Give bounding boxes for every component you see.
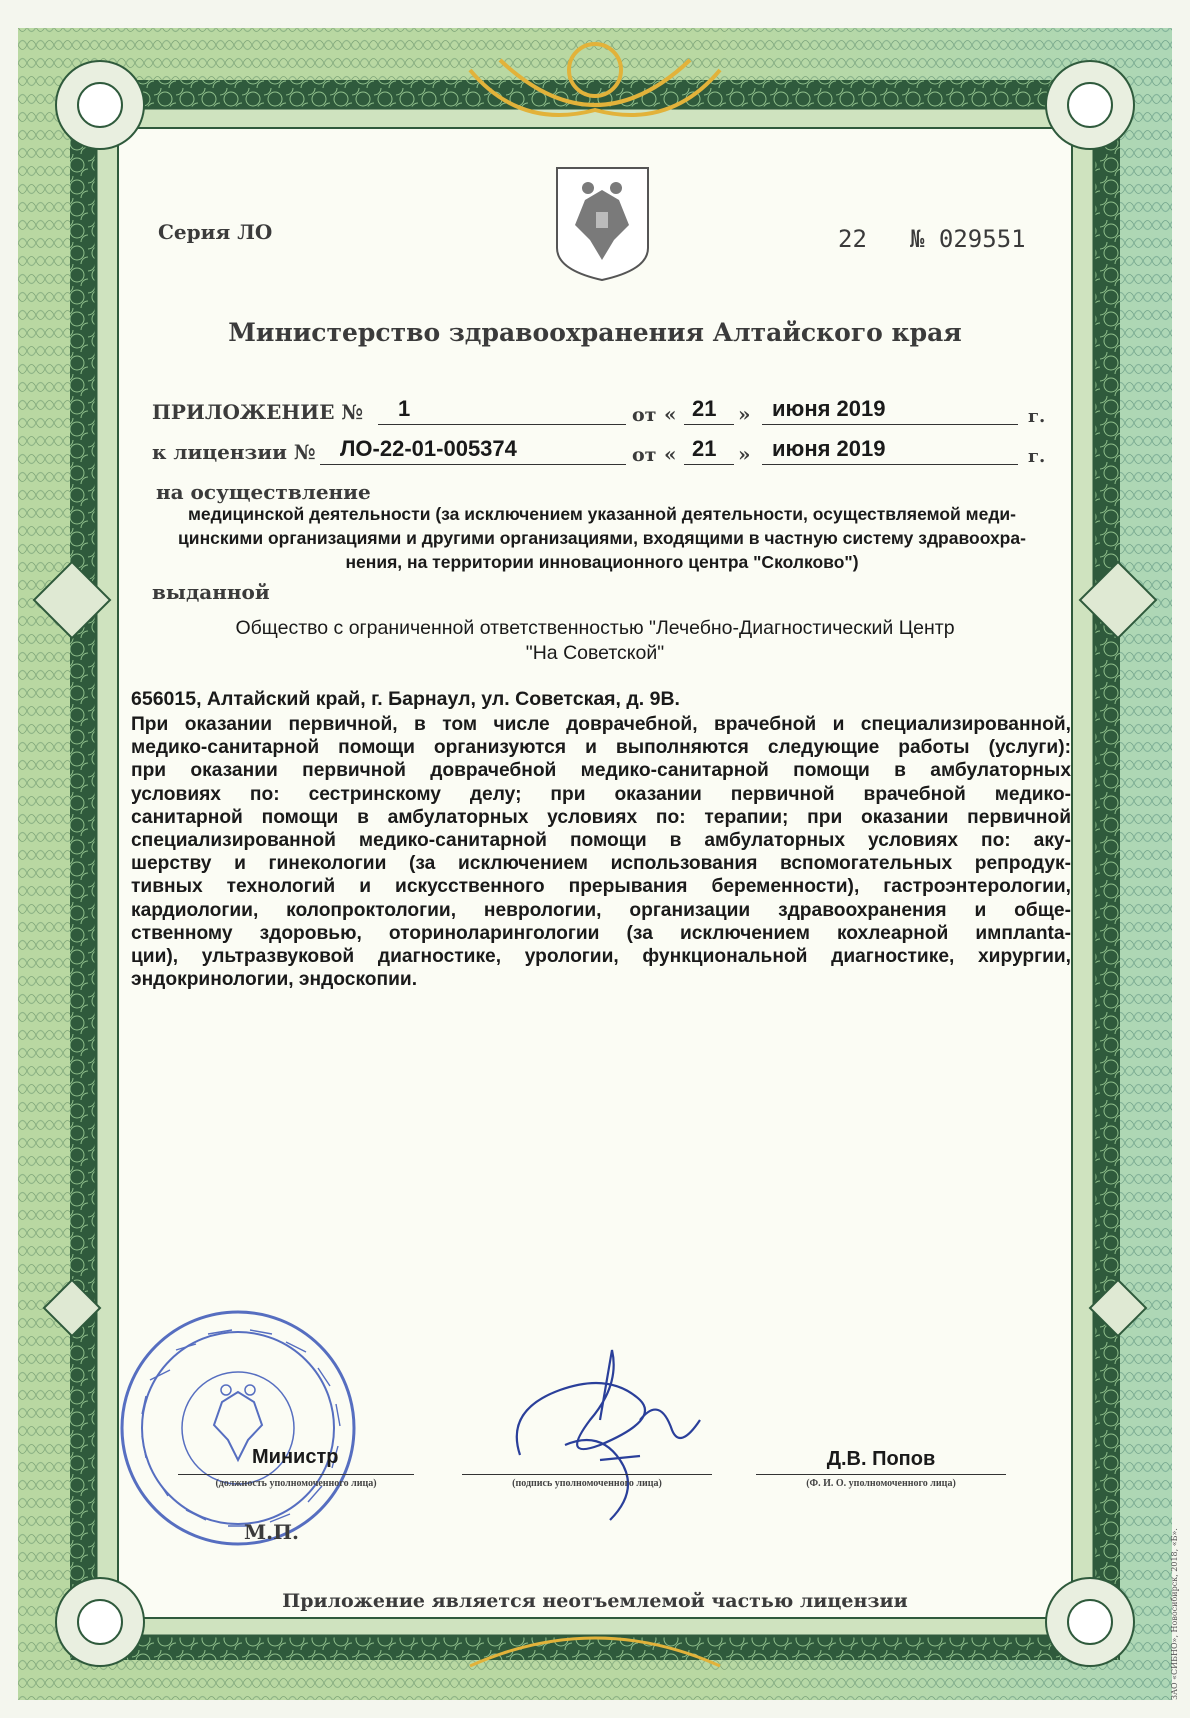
license-day: 21 [692,436,717,461]
services-description [131,713,1071,991]
license-number: ЛО-22-01-005374 [340,436,517,461]
services-line: эндокринологии, эндоскопии. [131,969,418,991]
organization-line: Общество с ограниченной ответственностью "Лечебно-Диагностический Центр [235,617,955,639]
activity-description [142,502,1062,574]
services-line: При оказании первичной, в том числе доврачебной, врачебной и специализированной, [131,714,1071,735]
appendix-from-label: от [632,404,657,426]
activity-label: на осуществление [156,480,371,504]
signature-caption: (подпись уполномоченного лица) [512,1478,662,1489]
footer-note: Приложение является неотъемлемой частью лицензии [282,1590,908,1612]
issued-label: выданной [152,580,270,604]
license-open-quote: « [664,442,677,466]
printer-note: ЗАО «СИБНО», Новосибирск, 2018, «Б». [1170,1528,1179,1700]
license-year-suffix: г. [1028,446,1046,467]
organization-name [120,616,1070,666]
license-month-year: июня 2019 [772,436,886,461]
appendix-close-quote: » [738,402,751,426]
activity-line: цинскими организациями и другими организациями, входящими в частную систему здравоохра- [178,528,1026,548]
license-form-number: № 029551 [910,225,1026,253]
services-line: кардиологии, колопроктологии, неврологии, организации здравоохранения и обще- [131,899,1071,921]
appendix-open-quote: « [664,402,677,426]
services-line: санитарной помощи в амбулаторных условиях по: терапии; при оказании первичной [131,806,1071,828]
license-close-quote: » [738,442,751,466]
region-code: 22 [838,225,867,253]
organization-address: 656015, Алтайский край, г. Барнаул, ул. Советская, д. 9В. [131,688,680,710]
appendix-month-year: июня 2019 [772,396,886,421]
appendix-number: 1 [398,396,411,421]
services-line: при оказании первичной доврачебной медико-санитарной помощи в амбулаторных [131,760,1071,782]
services-line: специализированной медико-санитарной помощи в амбулаторных условиях по: аку- [131,830,1071,852]
activity-line: нения, на территории инновационного центра "Сколково") [345,552,859,572]
services-line: ции), ультразвуковой диагностике, урологии, функциональной диагностике, хирургии, [131,946,1071,968]
name-caption: (Ф. И. О. уполномоченного лица) [806,1478,956,1489]
stamp-place-label: М.П. [244,1520,299,1544]
activity-line: медицинской деятельности (за исключением указанной деятельности, осуществляемой меди- [187,504,1017,524]
license-from-label: от [632,444,657,466]
position-caption: (должность уполномоченного лица) [215,1478,377,1489]
services-line: тивных технологий и искусственного прерывания беременности), гастроэнтерологии, [131,876,1071,898]
signatory-name: Д.В. Попов [826,1448,936,1470]
services-line: ственному здоровью, оториноларингологии (за исключением кохлеарной имплanta- [131,922,1071,944]
services-line: медико-санитарной помощи организуются и выполняются следующие работы (услуги): [131,737,1071,759]
signatory-position: Министр [252,1446,339,1468]
services-line: условиях по: сестринскому делу; при оказании первичной врачебной медико- [131,783,1071,805]
organization-line: "На Советской" [525,642,665,664]
license-label: к лицензии № [152,440,316,464]
authority-title: Министерство здравоохранения Алтайского края [228,318,962,347]
appendix-day: 21 [692,396,717,421]
appendix-year-suffix: г. [1028,406,1046,427]
services-line: шерству и гинекологии (за исключением использования вспомогательных репродук- [131,853,1071,875]
series-label: Серия ЛО [158,220,273,244]
coat-of-arms-icon [557,168,648,280]
appendix-label: ПРИЛОЖЕНИЕ № [152,400,364,424]
